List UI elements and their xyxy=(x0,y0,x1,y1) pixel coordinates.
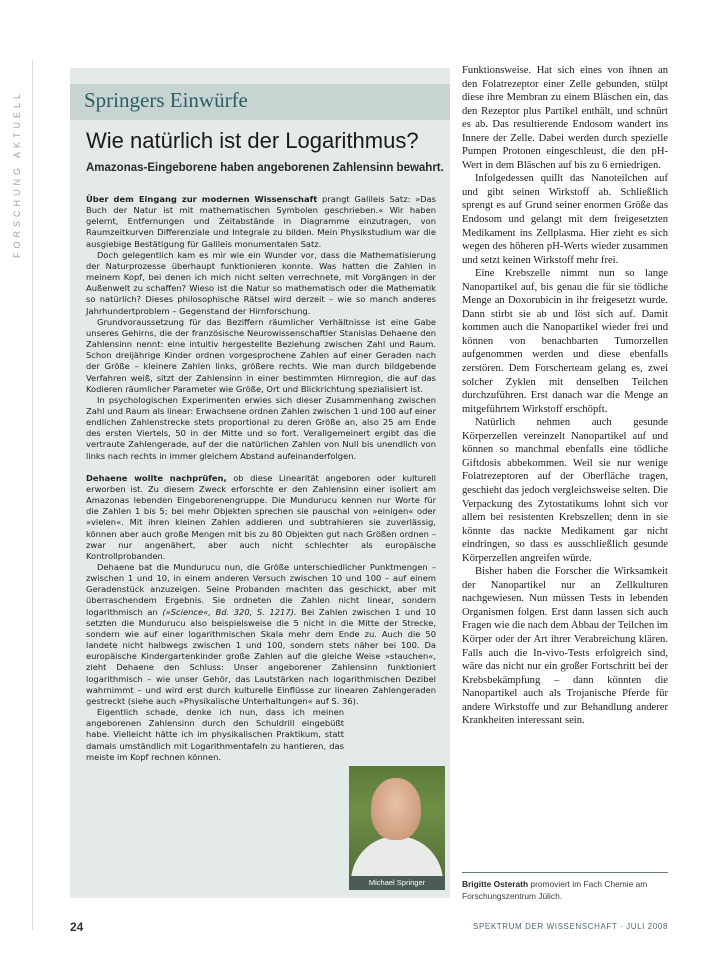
paragraph-text: Dehaene bat die Mundurucu nun, die Größe unterschiedlicher Punktmengen – zwischen 1 und 10, in einem anderen Versuch zwischen 10 und 100 – auf einem Geradenstück anzuzeigen. Seine Probanden machten das geschickt, aber mit überraschendem Ergebnis. Sie ordneten die Zahlen nicht linear, sondern logarithmisch an xyxy=(86,562,436,617)
paragraph xyxy=(86,562,436,707)
article-headline: Wie natürlich ist der Logarithmus? xyxy=(86,128,419,153)
paragraph-text: prangt Galileis Satz: »Das Buch der Natur ist mit mathematischen Symbolen geschrieben.« Wir haben gelernt, Entfernungen und Zeitabstände in Diagramme einzutragen, von Raumzeitkurven Differenziale und Integrale zu bilden. Mein Physikstudium war die ausgiebige Bestätigung für Galileis monumentalen Satz. xyxy=(86,194,436,249)
paragraph-text: Bei Zahlen zwischen 1 und 10 setzten die Mundurucu also beispielsweise die 5 nicht in die Mitte der Strecke, sondern wie auf einer logarithmischen Skala mehr dem Ende zu. Auch die 50 landete nicht halbwegs zwischen 1 und 100, sondern stets näher bei 100. Da europäische Kindergartenkinder große Zahlen auf die gleiche Weise »stauchen«, zieht Dehaene den Schluss: Unser angeborener Zahlensinn funktioniert logarithmisch – wie unser Gehör, das Lautstärken nach logarithmischen Dezibel wahrnimmt – und wird erst durch kulturelle Einflüsse zur linearen Zahlengeraden gestreckt (siehe auch »Physikalische Unterhaltungen« auf S. 36). xyxy=(86,606,436,706)
paragraph-lead: Dehaene wollte nachprüfen, xyxy=(86,472,227,483)
paragraph-lead: Über dem Eingang zur modernen Wissenschaft xyxy=(86,194,318,204)
page-number: 24 xyxy=(70,920,84,934)
paragraph: Funktionsweise. Hat sich eines von ihnen an den Folatrezeptor einer Zelle gebunden, stülpt diese ihre Membran zu einem Bläschen ein, das den Rezeptor plus Partikel enthält, und schnürt es ab. Das resultierende Endosom wandert ins Innere der Zelle. Dabei werden durch spezielle Pumpen Protonen eingeschleust, die den pH-Wert in dem Bläschen auf bis zu 6 erniedrigen. xyxy=(462,65,668,171)
paragraph: Eigentlich schade, denke ich nun, dass ich meinen angeborenen Zahlensinn durch den Schuldrill eingebüßt habe. Vielleicht hätte ich im physikalischen Praktikum, statt damals umständlich mit Logarithmentafeln zu hantieren, das meiste im Kopf rechnen können. xyxy=(86,707,344,762)
photo-caption: Michael Springer xyxy=(349,876,445,890)
citation: (»Science«, Bd. 320, S. 1217). xyxy=(162,606,297,617)
photo-head xyxy=(371,778,421,840)
author-bio: promoviert im Fach Chemie am Forschungszentrum Jülich. xyxy=(462,879,648,901)
paragraph xyxy=(86,473,436,562)
author-divider xyxy=(462,872,668,873)
author-photo xyxy=(349,766,445,876)
paragraph: Natürlich nehmen auch gesunde Körperzellen vereinzelt Nanopartikel auf und können so manchmal ebenfalls eine tödliche Giftdosis abbekommen. Weil sie nur wenige Folatrezeptoren auf der Oberfläche tragen, geschieht das jedoch vergleichsweise selten. Die Verpackung des Zytostatikums lohnt sich vor allem bei resistenten Krebszellen; denn in sie könnte das nackte Medikament gar nicht eindringen, so dass es ausschließlich gesunde Körperzellen angreifen würde. xyxy=(462,417,668,564)
paragraph: Bisher haben die Forscher die Wirksamkeit der Nanopartikel nur an Zellkulturen nachgewiesen. Nun müssen Tests in lebenden Organismen folgen. Erst dann lassen sich auch Fragen wie die nach dem Abbau der Teilchen im Körper oder der Art ihrer Verabreichung klären. Falls auch die In-vivo-Tests erfolgreich sind, wäre das nicht nur ein großer Fortschritt bei der Krebsbekämpfung – dann könnten die Nanopartikel auch als Trojanische Pferde für andere Wirkstoffe und zur Behandlung anderer Krankheiten interessant sein. xyxy=(462,566,668,727)
section-label: FORSCHUNG AKTUELL xyxy=(12,90,22,259)
paragraph: Doch gelegentlich kam es mir wie ein Wunder vor, dass die Mathematisierung der Naturprozesse überhaupt funktionieren konnte. Was hatten die Zahlen in meinem Kopf, bei denen ich mich nicht selten verrechnete, mit Vorgängen in der Außenwelt zu schaffen? Wieso ist die Natur so mathematisch oder die Mathematik so natürlich? Dieses philosophische Rätsel wird derzeit – wie so manch anderes Jahrhundertproblem – Gegenstand der Hirnforschung. xyxy=(86,249,436,316)
right-article-column xyxy=(462,64,668,728)
paragraph: Infolgedessen quillt das Nanoteilchen auf und gibt seinen Wirkstoff ab. Schließlich sprengt es auf Grund seiner enormen Größe das Endosom und gelangt mit dem freigesetzten Medikament ins Zellplasma. Hier zieht es sich wegen des höheren pH-Werts wieder zusammen und setzt keinen Wirkstoff mehr frei. xyxy=(462,173,668,266)
column-name: Springers Einwürfe xyxy=(84,88,248,112)
paragraph-text: ob diese Linearität angeboren oder kulturell erworben ist. Zu diesem Zweck erforschte er den Zahlensinn einer isoliert am Amazonas lebenden Eingeborenengruppe. Die Mundurucu kennen nur Worte für die Zahlen 1 bis 5; bei mehr Objekten sprechen sie pauschal von »einigen« oder »vielen«. Mit ihren kleinen Zahlen addieren und subtrahieren sie zuverlässig, können aber auch große Mengen mit bis zu 80 Objekten gut nach Größen ordnen – zwar nur angenähert, aber auch nicht schlechter als europäische Kontrollprobanden. xyxy=(86,472,436,561)
paragraph xyxy=(86,194,436,250)
author-note xyxy=(462,878,668,902)
paragraph: Eine Krebszelle nimmt nun so lange Nanopartikel auf, bis genau die für sie tödliche Menge an Doxorubicin in ihr freigesetzt wurde. Dann stirbt sie ab und löst sich auf. Damit kommen auch die Nanopartikel wieder frei und können von benachbarten Tumorzellen aufgenommen werden und diese ebenfalls zerstören. Dem Forscherteam gelang es, zwei solcher Zyklen mit denselben Teilchen durchzuführen. Erst danach war die Menge an mitgeführtem Wirkstoff erschöpft. xyxy=(462,268,668,415)
author-name: Brigitte Osterath xyxy=(462,879,529,889)
article-subheadline: Amazonas-Eingeborene haben angeborenen Zahlensinn bewahrt. xyxy=(86,162,444,174)
margin-rule xyxy=(32,60,33,930)
paragraph: In psychologischen Experimenten erwies sich dieser Zusammenhang zwischen Zahl und Raum als linear: Erwachsene ordnen Zahlen zwischen 1 und 100 auf einer endlichen Zahlenstrecke stets proportional zu deren Größe an, also 25 am Ende des ersten Viertels, 50 in der Mitte und so fort. Verallgemeinert ergibt das die vertraute Zahlengerade, auf der die natürlichen Zahlen von Null bis unendlich von links nach rechts in immer gleichem Abstand aufeinanderfolgen. xyxy=(86,394,436,461)
paragraph: Grundvoraussetzung für das Beziffern räumlicher Verhältnisse ist eine Gabe unseres Gehirns, die der französische Neurowissenschaftler Stanislas Dehaene den Zahlensinn nennt: eine intuitiv hergestellte Beziehung zwischen Zahl und Raum. Schon dreijährige Kinder ordnen vorgesprochene Zahlen auf einer Geraden nach der Größe – kleinere Zahlen links, größere rechts. Wie man durch bildgebende Verfahren weiß, sitzt der Zahlensinn in einer bestimmten Hirnregion, die auf das Kodieren räumlicher Parameter wie Größe, Ort und Blickrichtung spezialisiert ist. xyxy=(86,316,436,394)
column-header-band xyxy=(70,84,450,120)
photo-shoulders xyxy=(351,836,443,876)
page-footer: SPEKTRUM DER WISSENSCHAFT · JULI 2008 xyxy=(473,922,668,931)
left-article-column xyxy=(86,194,436,763)
